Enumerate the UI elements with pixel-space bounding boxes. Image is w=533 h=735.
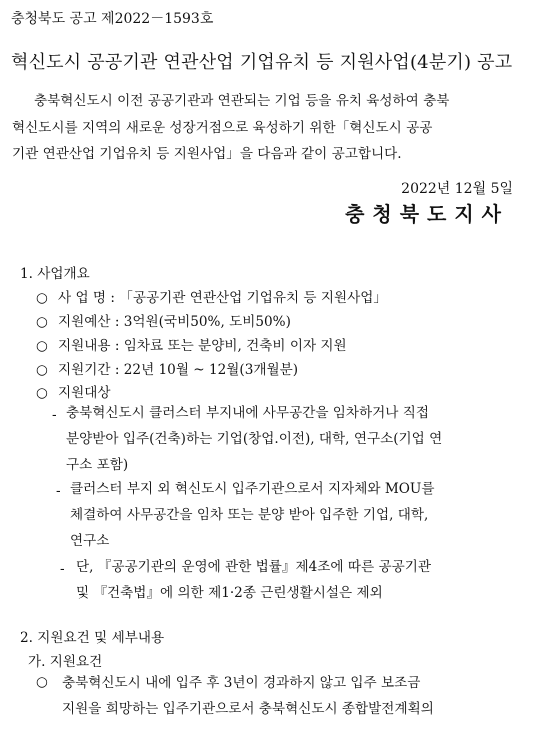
target-line: 충북혁신도시 클러스터 부지내에 사무공간을 임차하거나 직접 <box>66 405 430 421</box>
circle-bullet-icon: ○ <box>36 362 48 378</box>
item-label: 지원내용 <box>58 338 111 354</box>
notice-title: 혁신도시 공공기관 연관산업 기업유치 등 지원사업(4분기) 공고 <box>11 52 513 73</box>
overview-item-target <box>36 381 111 401</box>
intro-paragraph <box>12 88 520 168</box>
section-heading-overview: 1. 사업개요 <box>20 266 90 282</box>
target-item-3 <box>76 554 528 606</box>
circle-bullet-icon: ○ <box>36 290 48 306</box>
item-value: 임차료 또는 분양비, 건축비 이자 지원 <box>123 338 347 354</box>
notice-number: 충청북도 공고 제2022－1593호 <box>11 11 214 27</box>
intro-line: 혁신도시를 지역의 새로운 성장거점으로 육성하기 위한「혁신도시 공공 <box>12 119 433 136</box>
sub-heading-requirements: 가. 지원요건 <box>28 654 103 670</box>
item-label: 지원기간 <box>58 362 111 378</box>
overview-item-content: ○ 지원내용 : 임차료 또는 분양비, 건축비 이자 지원 <box>36 338 347 354</box>
dash-bullet: - <box>52 407 57 423</box>
issuing-organization: 충청북도지사 <box>345 202 509 226</box>
target-line: 및 『건축법』에 의한 제1·2종 근린생활시설은 제외 <box>76 585 383 601</box>
requirements-line: 지원을 희망하는 입주기관으로서 충북혁신도시 종합발전계획의 <box>62 701 434 717</box>
overview-item-period: ○ 지원기간 : 22년 10월 ~ 12월(3개월분) <box>36 362 299 378</box>
target-line: 분양받아 입주(건축)하는 기업(창업.이전), 대학, 연구소(기업 연 <box>66 431 443 447</box>
requirements-line: 충북혁신도시 내에 입주 후 3년이 경과하지 않고 입주 보조금 <box>62 675 421 691</box>
item-label: 지원대상 <box>58 385 111 401</box>
item-value: 「공공기관 연관산업 기업유치 등 지원사업」 <box>119 290 387 306</box>
dash-bullet: - <box>56 483 61 499</box>
circle-bullet-icon: ○ <box>36 385 48 401</box>
item-label: 지원예산 <box>58 314 111 330</box>
item-label: 사 업 명 <box>58 290 107 306</box>
target-line: 단, 『공공기관의 운영에 관한 법률』제4조에 따른 공공기관 <box>76 559 431 575</box>
intro-line: 기관 연관산업 기업유치 등 지원사업」을 다음과 같이 공고합니다. <box>12 146 402 162</box>
requirements-text <box>62 670 502 722</box>
intro-line: 충북혁신도시 이전 공공기관과 연관되는 기업 등을 유치 육성하여 충북 <box>34 93 450 109</box>
target-dash-3 <box>60 558 65 577</box>
circle-bullet-icon: ○ <box>36 314 48 330</box>
target-line: 체결하여 사무공간을 임차 또는 분양 받아 입주한 기업, 대학, <box>70 507 429 523</box>
circle-bullet-icon: ○ <box>36 674 48 690</box>
section-heading-requirements: 2. 지원요건 및 세부내용 <box>20 630 165 646</box>
dash-bullet: - <box>60 561 65 577</box>
target-line: 클러스터 부지 외 혁신도시 입주기관으로서 지자체와 MOU를 <box>70 481 435 497</box>
item-value: 22년 10월 ~ 12월(3개월분) <box>123 362 299 378</box>
target-item-2 <box>70 476 522 554</box>
notice-date: 2022년 12월 5일 <box>401 181 513 197</box>
circle-bullet-icon: ○ <box>36 338 48 354</box>
requirements-bullet <box>36 674 48 690</box>
target-line: 연구소 <box>70 533 110 549</box>
overview-item-budget: ○ 지원예산 : 3억원(국비50%, 도비50%) <box>36 314 291 330</box>
item-value: 3억원(국비50%, 도비50%) <box>123 314 291 330</box>
target-dash-1 <box>52 404 57 423</box>
overview-item-name: ○ 사 업 명 : 「공공기관 연관산업 기업유치 등 지원사업」 <box>36 290 387 306</box>
target-dash-2 <box>56 480 61 499</box>
target-line: 구소 포함) <box>66 457 129 473</box>
target-item-1 <box>66 400 518 478</box>
